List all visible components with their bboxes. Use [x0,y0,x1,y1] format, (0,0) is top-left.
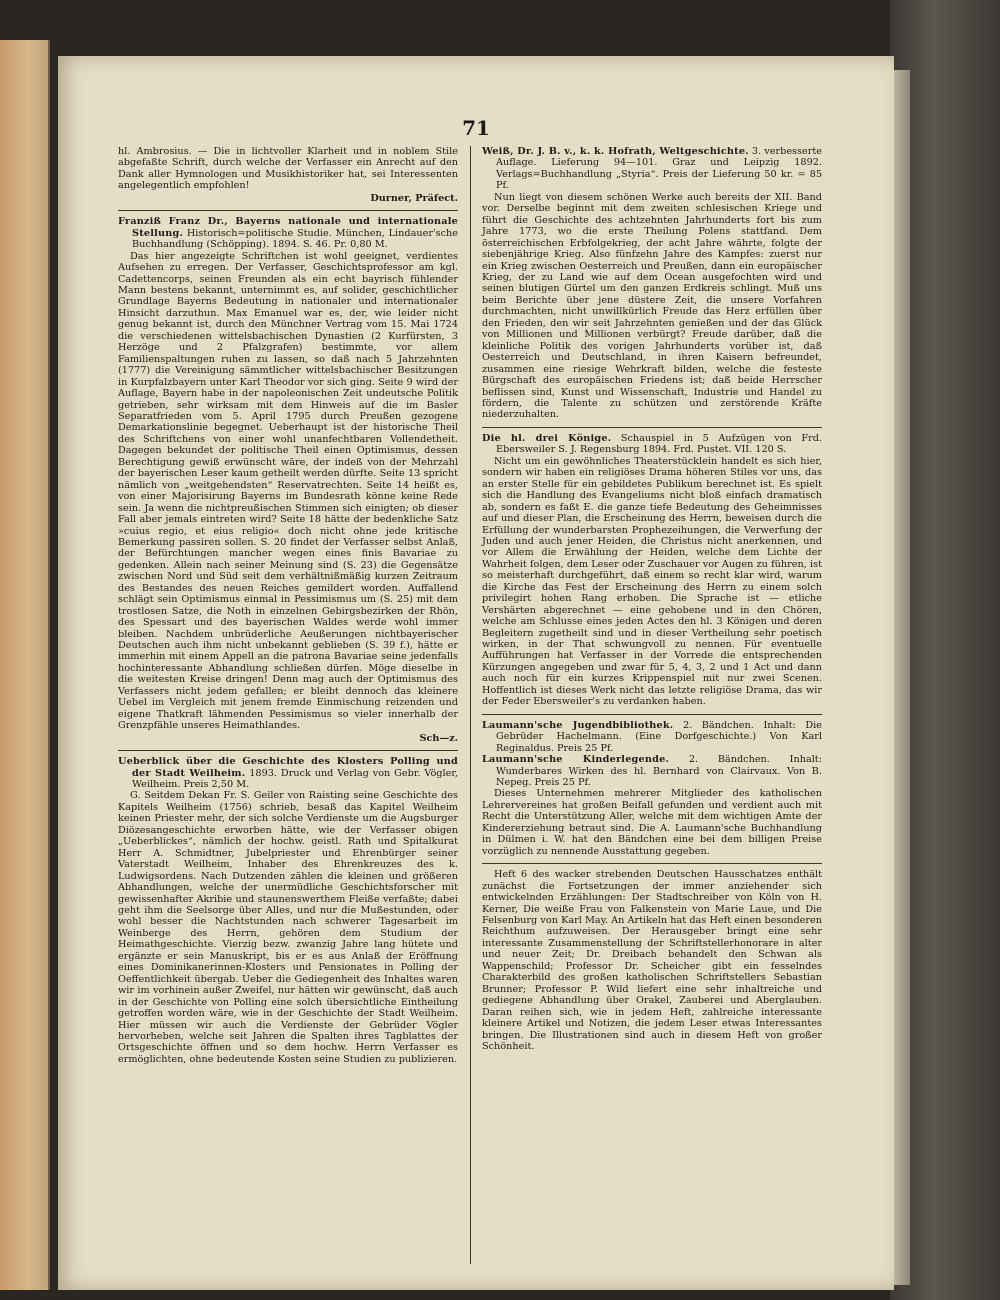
review-signature: Sch—z. [419,732,458,744]
review-ambrosius [118,146,458,204]
divider [482,427,822,428]
left-column [118,146,458,1071]
facing-page-edge [0,40,50,1290]
review-laumann [482,720,822,857]
review-text: Nicht um ein gewöhnliches Theaterstücklein handelt es sich hier, sondern wir haben ein religiöses Drama höheren Stiles vor uns, das an erster Stelle für ein gebildetes Publikum berechnet ist. Es spielt sich die Handlung des Evangeliums nicht bloß einfach dramatisch ab, sondern es faßt E. die ganze tiefe Bedeutung des Geheimnisses auf und dieser Plan, die Erscheinung des Herrn, beweisen durch die Erfüllung der wunderbarsten Prophezeihungen, die Verwerfung der Juden und auch jener Heiden, die Christus nicht anerkennen, und vor Allem die Erwählung der Heiden, welche dem Lichte der Wahrheit folgen, dem Leser oder Zuschauer vor Augen zu führen, ist so meisterhaft durchgeführt, daß einem so recht klar wird, warum die Kirche das Fest der Erscheinung des Herrn zu einem solch privilegirt hohen Rang erhoben. Die Sprache ist — etliche Vershärten abgerechnet — eine gehobene und in den Chören, welche am Schlusse eines jeden Actes den hl. 3 Königen und deren Begleitern zugetheilt sind und in dieser Vertheilung sehr poetisch wirken, in der That schwungvoll zu nennen. Für eventuelle Aufführungen hat Verfasser in der Vorrede die entsprechenden Kürzungen angegeben und zwar für 5, 4, 3, 2 und 1 Act und dann auch noch für ein kurzes Krippenspiel mit nur zwei Scenen. Hoffentlich ist dieses Werk nicht das letzte religiöse Drama, das wir der Feder Ebersweiler's zu verdanken haben. [482,455,822,708]
review-bibliographic-info: 2. Bändchen. Inhalt: Wunderbares Wirken des hl. Bernhard von Clairvaux. Von B. Nepeg. Preis 25 Pf. [496,754,822,789]
review-text: Heft 6 des wacker strebenden Deutschen Hausschatzes enthält zunächst die Fortsetzungen der immer anziehender sich entwickelnden Erzählungen: Der Stadtschreiber von Köln von H. Kerner, Die weiße Frau von Falkenstein von Marie Laue, und Die Felsenburg von Karl May. An Artikeln hat das Heft einen besonderen Reichthum aufzuweisen. Der Herausgeber bringt eine sehr interessante Zusammenstellung der Schriftstellerhonorare in alter und neuer Zeit; Dr. Dreibach behandelt den Schwan als Wappenschild; Professor Dr. Scheicher gibt ein fesselndes Charakterbild des großen katholischen Schriftstellers Sebastian Brunner; Professor P. Wild liefert eine sehr inhaltreiche und gediegene Abhandlung über Orakel, Zauberei und Aberglauben. Daran reihen sich, wie in jedem Heft, zahlreiche interessante kleinere Artikel und Notizen, die jedem Leser etwas Interessantes bringen. Die Illustrationen sind auch in diesem Heft von großer Schönheit. [482,869,822,1052]
review-kloster-polling [118,756,458,1065]
review-text: Das hier angezeigte Schriftchen ist wohl geeignet, verdientes Aufsehen zu erregen. Der Verfasser, Geschichtsprofessor am kgl. Cadettencorps, seinen Freunden als ein echt bayrisch fühlender Mann bestens bekannt, unternimmt es, auf solider, geschichtlicher Grundlage Bayerns Bedeutung in nationaler und internationaler Hinsicht darzuthun. Max Emanuel war es, der, wie leider nicht genug bekannt ist, durch den Münchner Vertrag vom 15. Mai 1724 die verschiedenen wittelsbachischen Dynastien (2 Kurfürsten, 3 Herzöge und 2 Pfalzgrafen) bestimmte, vor allem Familienspaltungen ruhen zu lassen, so daß nach 5 Jahrzehnten (1777) die Vereinigung sämmtlicher wittelsbachischer Besitzungen in Kurpfalzbayern unter Karl Theodor vor sich ging. Seite 9 wird der Auflage, Bayern habe in der napoleonischen Zeit undeutsche Politik getrieben, sehr wirksam mit dem Hinweis auf die im Basler Separatfrieden vom 5. April 1795 durch Preußen gezogene Demarkationslinie begegnet. Ueberhaupt ist der historische Theil des Schriftchens von einer wohl unanfechtbaren Vollendetheit. Dagegen bekundet der politische Theil einen Optimismus, dessen Berechtigung gewiß erwünscht wäre, der indeß von der Mehrzahl der bayerischen Leser kaum getheilt werden dürfte. Seite 13 spricht nämlich von „weitgehendsten“ Reservatrechten. Seite 14 heißt es, von einer Majorisirung Bayerns im Bundesrath könne keine Rede sein. Ja wenn die nichtpreußischen Stimmen sich einigten; ob dieser Fall aber jemals eintreten wird? Seite 18 hätte der bedenkliche Satz »cuius regio, et eius religio« doch nicht ohne jede kritische Bemerkung passiren sollen. S. 20 findet der Verfasser selbst Anlaß, der Befürchtungen mancher wegen eines finis Bavariae zu gedenken. Allein nach seiner Meinung sind (S. 23) die Gegensätze zwischen Nord und Süd seit dem verhältnißmäßig kurzen Zeitraum des Bestandes des neuen Reiches gemildert worden. Auffallend schlägt sein Optimismus einmal in Pessimismus um (S. 25) mit dem trostlosen Satze, die Noth in einzelnen Gebirgsbezirken der Rhön, des Spessart und des bayerischen Waldes werde wohl immer bleiben. Nachdem unbrüderliche Aeußerungen nichtbayerischer Deutschen auch ihm nicht unbekannt geblieben (S. 39 f.), hätte er immerhin mit einem Appell an die patrona Bavariae seine jedenfalls hochinteressante Abhandlung schließen dürfen. Möge dieselbe in die weitesten Kreise dringen! Denn mag auch der Optimismus des Verfassers nicht jedem gefallen; er bleibt dennoch das kleinere Uebel im Vergleich mit jenem fremde Einmischung reizenden und eigene Thatkraft lähmenden Pessimismus so vieler innerhalb der Grenzpfähle unseres Heimathlandes. [118,250,458,732]
review-bibliographic-info: 3. verbesserte Auflage. Lieferung 94—101. Graz und Leipzig 1892. Verlags=Buchhandlung „Styria“. Preis der Lieferung 50 kr. = 85 Pf. [496,146,822,192]
divider [482,863,822,864]
review-bibliographic-info: Schauspiel in 5 Aufzügen von Frd. Ebersweiler S. J. Regensburg 1894. Frd. Pustet. VII. 120 S. [496,432,822,456]
review-heading: Franziß Franz Dr., Bayerns nationale und internationale Stellung. [118,216,458,239]
review-bibliographic-info: 1893. Druck und Verlag von Gebr. Vögler, Weilheim. Preis 2,50 M. [132,767,458,791]
review-heading: Laumann'sche Kinderlegende. [482,754,670,766]
review-bayerns-stellung [118,216,458,744]
review-heading: Laumann'sche Jugendbibliothek. [482,719,674,731]
review-text: hl. Ambrosius. — Die in lichtvoller Klarheit und in noblem Stile abgefaßte Schrift, durch welche der Verfasser ein Anrecht auf den Dank aller Hymnologen und Musikhistoriker hat, sei Interessenten angelegentlich empfohlen! [118,146,458,192]
review-heading: Weiß, Dr. J. B. v., k. k. Hofrath, Weltgeschichte. [482,146,749,157]
divider [118,210,458,211]
divider [482,714,822,715]
review-bibliographic-info: 2. Bändchen. Inhalt: Die Gebrüder Hachelmann. (Eine Dorfgeschichte.) Von Karl Reginaldus. Preis 25 Pf. [496,719,822,754]
review-signature: Durner, Präfect. [370,192,458,204]
divider [118,750,458,751]
column-divider [470,146,471,1264]
review-text: Nun liegt von diesem schönen Werke auch bereits der XII. Band vor. Derselbe beginnt mit dem zweiten schlesischen Kriege und führt die Geschichte des achtzehnten Jahrhunderts fort bis zum Jahre 1773, wo die erste Theilung Polens stattfand. Dem österreichischen Erbfolgekrieg, der acht Jahre währte, folgte der siebenjährige Krieg. Also fünfzehn Jahre des Kampfes: zuerst nur ein Krieg zwischen Oesterreich und Preußen, dann ein europäischer Krieg, der zu Land wie auf dem Ocean ausgefochten wird und seinen blutigen Gürtel um den ganzen Erdkreis schlingt. Muß uns beim Berichte über jene düstere Zeit, die unsere Vorfahren durchmachten, nicht unwillkürlich Freude das Herz erfüllen über den Frieden, den wir seit Jahrzehnten genießen und der das Glück von Millionen und Millionen verbürgt? Freude darüber, daß die kleinliche Politik des vorigen Jahrhunderts vorüber ist, daß Oesterreich und Deutschland, in ihren Kaisern befreundet, zusammen eine riesige Wehrkraft bilden, welche die festeste Bürgschaft des europäischen Friedens ist; daß beide Herrscher beflissen sind, Kunst und Wissenschaft, Industrie und Handel zu fördern, die Talente zu schützen und zerstörende Kräfte niederzuhalten. [482,191,822,421]
review-hausschatz [482,869,822,1052]
review-heading: Ueberblick über die Geschichte des Klosters Polling und der Stadt Weilheim. [118,756,458,779]
review-heading: Die hl. drei Könige. [482,432,612,444]
document-page [58,56,894,1290]
review-bibliographic-info: Historisch=politische Studie. München, Lindauer'sche Buchhandlung (Schöpping). 1894. S. 46. Pr. 0,80 M. [132,227,458,251]
review-text: Dieses Unternehmen mehrerer Mitglieder des katholischen Lehrervereines hat großen Beifall gefunden und verdient auch mit Recht die Unterstützung Aller, welche mit dem wichtigen Amte der Kindererziehung betraut sind. Die A. Laumann'sche Buchhandlung in Dülmen i. W. hat den Bändchen eine bei dem billigen Preise vorzüglich zu nennende Ausstattung gegeben. [482,788,822,857]
review-text: G. Seitdem Dekan Fr. S. Geiler von Raisting seine Geschichte des Kapitels Weilheim (1756) schrieb, besaß das Kapitel Weilheim keinen Priester mehr, der sich solche Verdienste um die Augsburger Diözesangeschichte erworben hätte, wie der Verfasser obigen „Ueberblickes“, nämlich der hochw. geistl. Rath und Spitalkurat Herr A. Schmidtner, Jubelpriester und Ehrenbürger seiner Vaterstadt Weilheim, Inhaber des Ehrenkreuzes des k. Ludwigsordens. Nach Dutzenden zählen die kleinen und größeren Abhandlungen, welche der unermüdliche Geschichtsforscher mit gewissenhafter Akribie und staunenswerthem Fleiße verfaßte; dabei geht ihm die Seelsorge über Alles, und nur die Mußestunden, oder wohl besser die Nachtstunden nach schwerer Tagesarbeit im Weinberge des Herrn, gehören dem Studium der Heimathgeschichte. Vierzig bezw. zwanzig Jahre lang hütete und ergänzte er sein Manuskript, bis er es aus Anlaß der Eröffnung eines Dominikanerinnen-Klosters und Pensionates in Polling der Oeffentlichkeit übergab. Ueber die Gediegenheit des Inhaltes waren wir im vorhinein außer Zweifel, nur hätten wir gewünscht, daß auch in der Geschichte von Polling eine solch übersichtliche Eintheilung getroffen worden wäre, wie in der Geschichte der Stadt Weilheim. Hier müssen wir auch die Verdienste der Gebrüder Vögler hervorheben, welche seit Jahren die Spalten ihres Tagblattes der Ortsgeschichte öffnen und so dem hochw. Herrn Verfasser es ermöglichten, ohne bedeutende Kosten seine Studien zu publizieren. [118,790,458,1065]
review-drei-koenige [482,433,822,708]
right-column [482,146,822,1058]
page-number: 71 [462,116,490,140]
review-weltgeschichte [482,146,822,421]
